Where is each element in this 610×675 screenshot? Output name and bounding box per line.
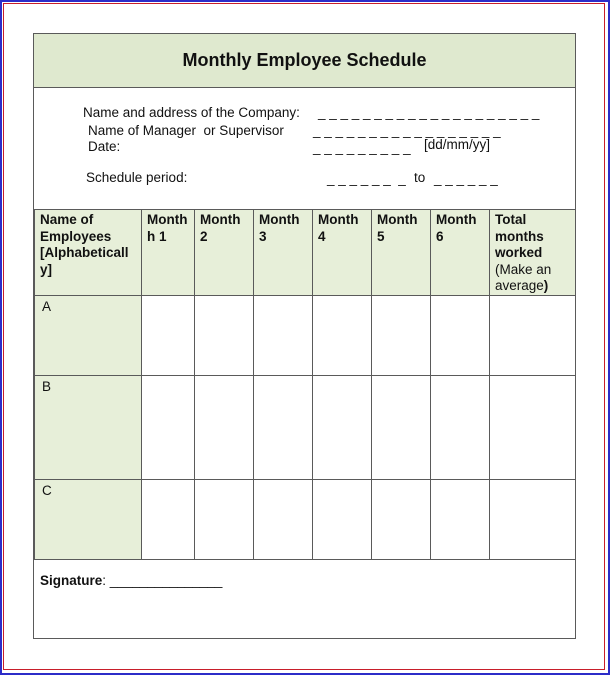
company-field[interactable]: _ _ _ _ _ _ _ _ _ _ _ _ _ _ _ _ _ _ _ _ xyxy=(318,105,540,120)
total-cell[interactable] xyxy=(490,479,576,559)
schedule-cell[interactable] xyxy=(195,295,254,375)
info-section xyxy=(34,88,575,209)
schedule-cell[interactable] xyxy=(254,295,313,375)
schedule-cell[interactable] xyxy=(142,479,195,559)
period-to-label: to xyxy=(414,170,426,185)
schedule-cell[interactable] xyxy=(195,479,254,559)
schedule-cell[interactable] xyxy=(372,479,431,559)
table-header-row xyxy=(35,210,576,296)
schedule-cell[interactable] xyxy=(431,375,490,479)
month-4-header: Month 4 xyxy=(313,210,372,296)
schedule-cell[interactable] xyxy=(372,375,431,479)
period-to-field[interactable]: _ _ _ _ _ _ xyxy=(434,171,498,186)
month-1-header: Month h 1 xyxy=(142,210,195,296)
schedule-cell[interactable] xyxy=(195,375,254,479)
month-3-header: Month 3 xyxy=(254,210,313,296)
period-label: Schedule period: xyxy=(86,170,188,185)
table-row xyxy=(35,479,576,559)
month-5-header: Month 5 xyxy=(372,210,431,296)
table-row xyxy=(35,375,576,479)
month-6-header: Month 6 xyxy=(431,210,490,296)
schedule-cell[interactable] xyxy=(313,479,372,559)
table-row xyxy=(35,295,576,375)
employee-name-cell: A xyxy=(35,295,142,375)
month-2-header: Month 2 xyxy=(195,210,254,296)
company-label: Name and address of the Company: xyxy=(83,105,300,120)
manager-field[interactable]: _ _ _ _ _ _ _ _ _ _ _ _ _ _ _ _ _ xyxy=(313,123,501,138)
schedule-cell[interactable] xyxy=(313,295,372,375)
manager-label: Name of Manager or Supervisor xyxy=(88,123,284,138)
signature-label: Signature xyxy=(40,573,103,588)
schedule-table xyxy=(34,209,576,560)
schedule-cell[interactable] xyxy=(254,375,313,479)
period-from-field[interactable]: _ _ _ _ _ _ _ xyxy=(327,171,406,186)
schedule-cell[interactable] xyxy=(431,479,490,559)
total-months-header: Total months worked (Make an average) xyxy=(490,210,576,296)
name-column-header: Name of Employees [Alphabeticall y] xyxy=(35,210,142,296)
schedule-document xyxy=(33,33,576,639)
schedule-cell[interactable] xyxy=(254,479,313,559)
date-field[interactable]: _ _ _ _ _ _ _ _ _ xyxy=(313,140,411,155)
page-title: Monthly Employee Schedule xyxy=(34,34,575,88)
date-label: Date: xyxy=(88,139,121,154)
total-cell[interactable] xyxy=(490,295,576,375)
date-format: [dd/mm/yy] xyxy=(424,137,491,152)
schedule-cell[interactable] xyxy=(372,295,431,375)
signature-line: Signature: _______________ xyxy=(40,573,223,588)
schedule-cell[interactable] xyxy=(313,375,372,479)
schedule-cell[interactable] xyxy=(142,295,195,375)
signature-field[interactable]: _______________ xyxy=(109,573,223,588)
schedule-cell[interactable] xyxy=(142,375,195,479)
schedule-cell[interactable] xyxy=(431,295,490,375)
total-cell[interactable] xyxy=(490,375,576,479)
employee-name-cell: B xyxy=(35,375,142,479)
employee-name-cell: C xyxy=(35,479,142,559)
